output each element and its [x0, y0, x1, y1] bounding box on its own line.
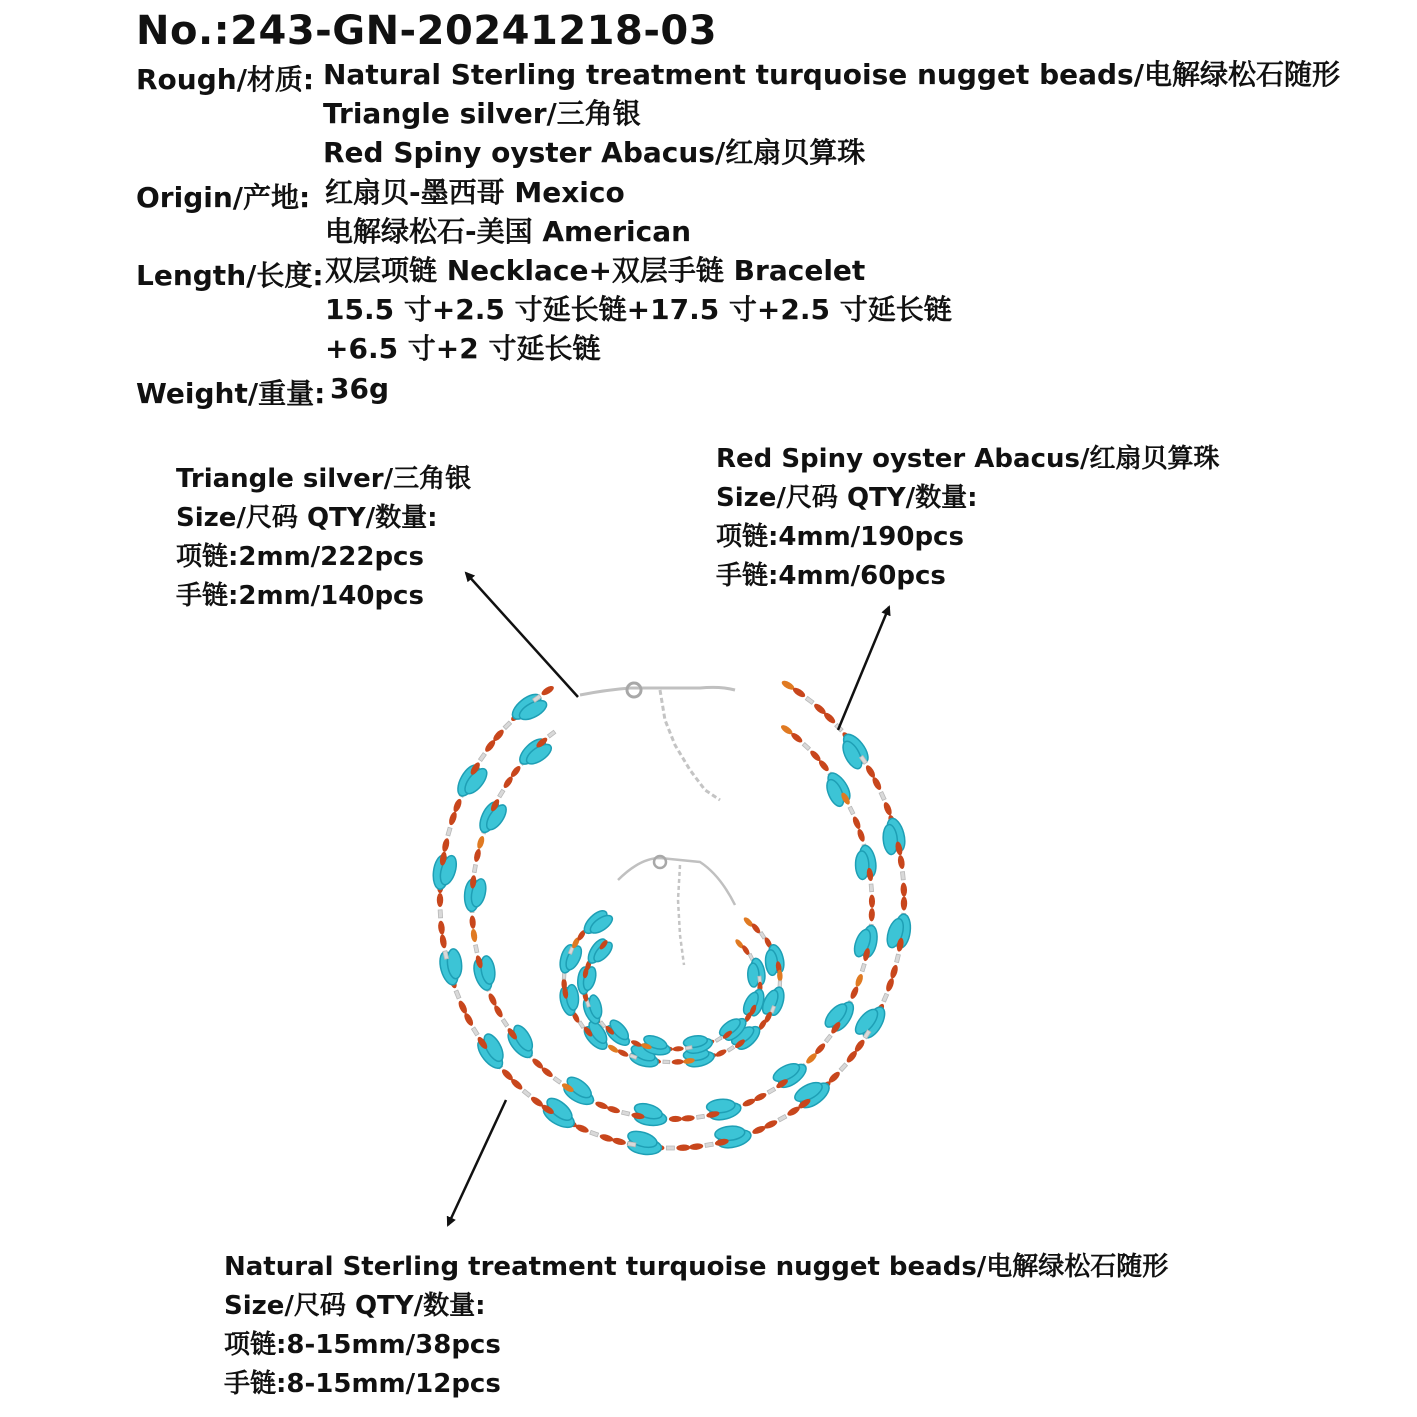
necklace-outer-oyster-bead [441, 838, 450, 853]
necklace-outer-silver-bead [895, 954, 901, 963]
bracelet-outer-oyster-bead [607, 1043, 620, 1054]
necklace-inner-oyster-bead [854, 973, 864, 988]
bracelet-outer-oyster-bead [616, 1048, 629, 1058]
oyster-necklace-qty: 项链:4mm/190pcs [716, 522, 964, 552]
length-line-2: 15.5 寸+2.5 寸延长链+17.5 寸+2.5 寸延长链 [325, 293, 952, 326]
necklace-inner-oyster-bead [594, 1100, 609, 1110]
bracelet-inner-silver-bead [715, 1036, 722, 1042]
bracelet-outer-silver-bead [578, 1021, 585, 1029]
necklace-outer-oyster-bead [751, 1124, 766, 1135]
necklace-outer-oyster-bead [437, 920, 445, 935]
necklace-outer-oyster-bead [457, 999, 469, 1014]
necklace-inner-oyster-bead [742, 1097, 757, 1108]
necklace-outer-oyster-bead [689, 1143, 704, 1151]
necklace-inner-oyster-bead [753, 1091, 768, 1102]
necklace-extender-chain [660, 690, 720, 800]
necklace-outer-silver-bead [446, 827, 452, 836]
rough-line-3: Red Spiny oyster Abacus/红扇贝算珠 [323, 136, 866, 169]
necklace-inner-oyster-bead [493, 1004, 505, 1019]
necklace-outer-silver-bead [590, 1130, 599, 1136]
turquoise-bracelet-qty: 手链:8-15mm/12pcs [224, 1369, 501, 1399]
necklace-outer-silver-bead [478, 753, 486, 762]
necklace-outer-silver-bead [666, 1146, 674, 1150]
necklace-chain [580, 687, 735, 695]
necklace-inner-silver-bead [472, 865, 477, 873]
necklace-outer-silver-bead [879, 792, 886, 801]
necklace-inner-oyster-bead [502, 775, 515, 789]
origin-line-1: 红扇贝-墨西哥 Mexico [325, 176, 625, 209]
necklace-inner-silver-bead [869, 884, 873, 892]
necklace-outer-oyster-bead [437, 893, 443, 907]
silver-necklace-qty: 项链:2mm/222pcs [176, 542, 424, 572]
length-line-1: 双层项链 Necklace+双层手链 Bracelet [325, 254, 866, 287]
necklace-inner-silver-bead [767, 1087, 775, 1094]
rough-line-2: Triangle silver/三角银 [323, 97, 641, 130]
necklace-inner-silver-bead [802, 743, 810, 751]
necklace-outer-oyster-bead [439, 934, 448, 949]
bracelet-outer-silver-bead [663, 1060, 670, 1064]
necklace-outer-oyster-bead [897, 855, 905, 870]
necklace-inner-silver-bead [848, 806, 855, 814]
rough-line-1: Natural Sterling treatment turquoise nugget beads/电解绿松石随形 [323, 58, 1340, 91]
turquoise-title: Natural Sterling treatment turquoise nugget beads/电解绿松石随形 [224, 1252, 1169, 1282]
bracelet-outer-silver-bead [759, 932, 766, 940]
necklace-outer-oyster-bead [885, 977, 896, 992]
necklace-clasp [627, 683, 641, 697]
necklace-outer-oyster-bead [901, 896, 908, 910]
turquoise-size-label: Size/尺码 QTY/数量: [224, 1291, 486, 1321]
necklace-inner-oyster-bead [868, 908, 875, 922]
bracelet-chain [618, 858, 735, 905]
necklace-outer-silver-bead [778, 1114, 787, 1121]
product-number: No.:243-GN-20241218-03 [136, 8, 718, 54]
bracelet-inner-turquoise-bead [747, 963, 759, 987]
necklace-outer-silver-bead [503, 721, 511, 729]
oyster-size-label: Size/尺码 QTY/数量: [716, 483, 978, 513]
silver-callout-arrow [466, 573, 578, 697]
necklace-outer-silver-bead [901, 872, 906, 880]
length-label: Length/长度: [136, 259, 324, 292]
necklace-inner-silver-bead [696, 1114, 704, 1119]
silver-title: Triangle silver/三角银 [176, 464, 472, 494]
necklace-outer-oyster-bead [676, 1144, 690, 1151]
necklace-outer-silver-bead [805, 696, 814, 704]
necklace-outer-silver-bead [454, 990, 461, 999]
necklace-inner-oyster-bead [606, 1105, 620, 1115]
callout-arrows [448, 573, 889, 1225]
weight-label: Weight/重量: [136, 377, 326, 410]
necklace-outer-oyster-bead [574, 1123, 589, 1134]
necklace-outer-silver-bead [522, 1089, 531, 1097]
bracelet-inner-oyster-bead [672, 1046, 684, 1052]
oyster-title: Red Spiny oyster Abacus/红扇贝算珠 [716, 444, 1220, 474]
necklace-outer-oyster-bead [611, 1137, 626, 1146]
necklace-inner-oyster-bead [849, 985, 860, 1000]
necklace-outer-oyster-bead [900, 882, 907, 896]
turquoise-necklace-qty: 项链:8-15mm/38pcs [224, 1330, 501, 1360]
necklace-inner-silver-bead [498, 789, 505, 797]
necklace-inner-oyster-bead [509, 764, 522, 778]
necklace-outer-oyster-bead [463, 1012, 475, 1027]
necklace-outer-oyster-bead [889, 964, 899, 979]
necklace-outer-oyster-bead [540, 684, 555, 697]
necklace-outer-silver-bead [882, 993, 889, 1002]
necklace-inner-silver-bead [553, 1077, 561, 1084]
bracelet-inner-silver-bead [685, 1046, 692, 1050]
necklace-outer-silver-bead [705, 1142, 714, 1147]
silver-bracelet-qty: 手链:2mm/140pcs [176, 581, 424, 611]
necklace-inner-silver-bead [860, 963, 866, 971]
turquoise-callout-arrow [448, 1100, 506, 1225]
bracelet-outer-oyster-bead [672, 1059, 684, 1065]
necklace-outer-silver-bead [627, 1142, 636, 1147]
necklace-inner-oyster-bead [681, 1115, 695, 1122]
weight-value: 36g [330, 372, 390, 405]
necklace-outer-silver-bead [471, 1027, 479, 1036]
necklace-inner-silver-bead [501, 1019, 508, 1027]
silver-size-label: Size/尺码 QTY/数量: [176, 503, 438, 533]
origin-label: Origin/产地: [136, 181, 311, 214]
bracelet-outer-silver-bead [727, 1045, 735, 1052]
oyster-bracelet-qty: 手链:4mm/60pcs [716, 561, 946, 591]
necklace-inner-silver-bead [824, 1034, 832, 1042]
necklace-outer-oyster-bead [871, 776, 883, 791]
bead-strands [432, 679, 913, 1156]
necklace-outer-silver-bead [839, 1063, 847, 1072]
necklace-inner-oyster-bead [851, 815, 862, 830]
necklace-inner-oyster-bead [856, 828, 866, 843]
necklace-inner-oyster-bead [476, 835, 486, 849]
necklace-outer-oyster-bead [448, 811, 459, 826]
necklace-inner-oyster-bead [470, 929, 478, 943]
necklace-outer-oyster-bead [864, 764, 877, 779]
bracelet-outer-oyster-bead [714, 1048, 727, 1058]
necklace-inner-silver-bead [547, 730, 555, 738]
necklace-outer-oyster-bead [882, 801, 893, 816]
necklace-outer-oyster-bead [452, 798, 463, 813]
necklace-inner-silver-bead [622, 1110, 630, 1115]
bracelet-extender-chain [678, 865, 684, 965]
necklace-inner-silver-bead [474, 945, 479, 953]
necklace-inner-oyster-bead [487, 992, 498, 1007]
necklace-inner-oyster-bead [669, 1116, 682, 1122]
necklace-outer-oyster-bead [599, 1133, 614, 1143]
necklace-inner-oyster-bead [473, 848, 482, 862]
origin-line-2: 电解绿松石-美国 American [325, 215, 692, 248]
necklace-outer-silver-bead [438, 910, 442, 918]
rough-label: Rough/材质: [136, 63, 315, 96]
necklace-inner-oyster-bead [869, 895, 875, 908]
oyster-callout-arrow [838, 607, 889, 730]
necklace-inner-oyster-bead [469, 915, 476, 929]
length-line-3: +6.5 寸+2 寸延长链 [325, 332, 601, 365]
